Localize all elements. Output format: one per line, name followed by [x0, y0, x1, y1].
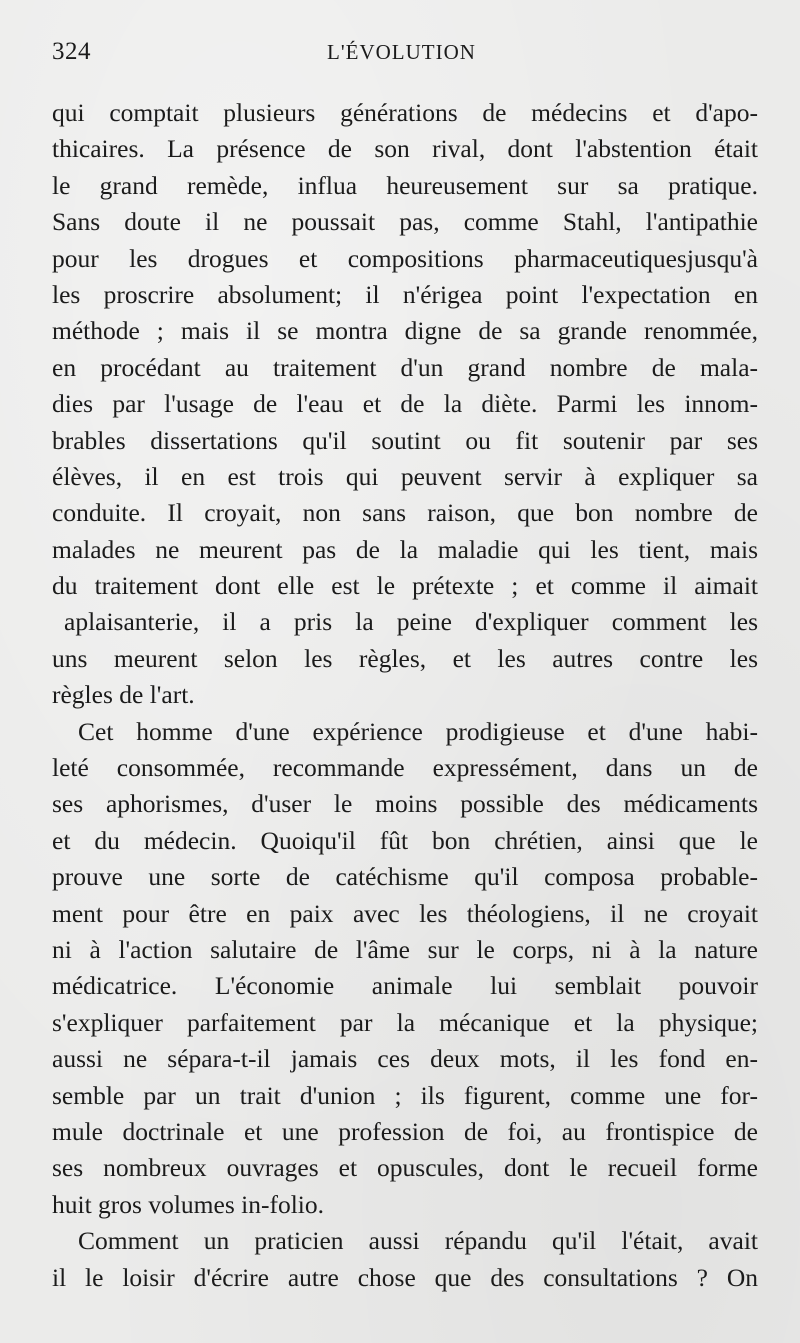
text-line: aplaisanterie, il a pris la peine d'expliquer comment les: [64, 607, 758, 637]
running-head: [52, 38, 762, 74]
text-line: thicaires. La présence de son rival, dont l'abstention était: [52, 134, 758, 164]
text-line: s'expliquer parfaitement par la mécanique et la physique;: [52, 1007, 758, 1037]
text-line: Comment un praticien aussi répandu qu'il l'était, avait: [78, 1226, 758, 1256]
running-title: L'ÉVOLUTION: [327, 40, 476, 64]
text-line: élèves, il en est trois qui peuvent servir à expliquer sa: [52, 461, 758, 491]
page-number: 324: [52, 38, 91, 65]
text-line: qui comptait plusieurs générations de médecins et d'apo-: [52, 98, 758, 127]
text-line: règles de l'art.: [52, 680, 195, 710]
text-line: semble par un trait d'union ; ils figurent, comme une for-: [52, 1080, 758, 1110]
text-line: ses nombreux ouvrages et opuscules, dont le recueil forme: [52, 1153, 758, 1183]
text-line: conduite. Il croyait, non sans raison, que bon nombre de: [52, 498, 758, 528]
text-line: Sans doute il ne poussait pas, comme Stahl, l'antipathie: [52, 207, 758, 237]
text-line: brables dissertations qu'il soutint ou fit soutenir par ses: [52, 425, 758, 455]
text-line: le grand remède, influa heureusement sur sa pratique.: [52, 170, 758, 200]
text-line: dies par l'usage de l'eau et de la diète. Parmi les innom-: [52, 389, 758, 419]
text-line: il le loisir d'écrire autre chose que des consultations ? On: [52, 1262, 758, 1292]
text-line: les proscrire absolument; il n'érigea point l'expectation en: [52, 279, 758, 309]
text-line: en procédant au traitement d'un grand nombre de mala-: [52, 352, 758, 382]
text-line: leté consommée, recommande expressément, dans un de: [52, 753, 758, 783]
text-line: pour les drogues et compositions pharmaceutiquesjusqu'à: [52, 243, 758, 273]
text-line: Cet homme d'une expérience prodigieuse et d'une habi-: [78, 716, 758, 746]
text-line: malades ne meurent pas de la maladie qui les tient, mais: [52, 534, 758, 564]
text-line: huit gros volumes in-folio.: [52, 1189, 324, 1219]
body-text: [52, 95, 758, 1296]
text-line: mule doctrinale et une profession de foi, au frontispice de: [52, 1116, 758, 1146]
text-line: et du médecin. Quoiqu'il fût bon chrétien, ainsi que le: [52, 825, 758, 855]
text-line: uns meurent selon les règles, et les autres contre les: [52, 643, 758, 673]
text-line: médicatrice. L'économie animale lui semblait pouvoir: [52, 971, 758, 1001]
text-line: ment pour être en paix avec les théologiens, il ne croyait: [52, 898, 758, 928]
text-line: ses aphorismes, d'user le moins possible des médicaments: [52, 789, 758, 819]
text-line: ni à l'action salutaire de l'âme sur le corps, ni à la nature: [52, 934, 758, 964]
text-line: du traitement dont elle est le prétexte ; et comme il aimait: [52, 571, 758, 601]
text-line: méthode ; mais il se montra digne de sa grande renommée,: [52, 316, 758, 346]
text-line: prouve une sorte de catéchisme qu'il composa probable-: [52, 862, 758, 892]
text-line: aussi ne sépara-t-il jamais ces deux mots, il les fond en-: [52, 1044, 758, 1074]
